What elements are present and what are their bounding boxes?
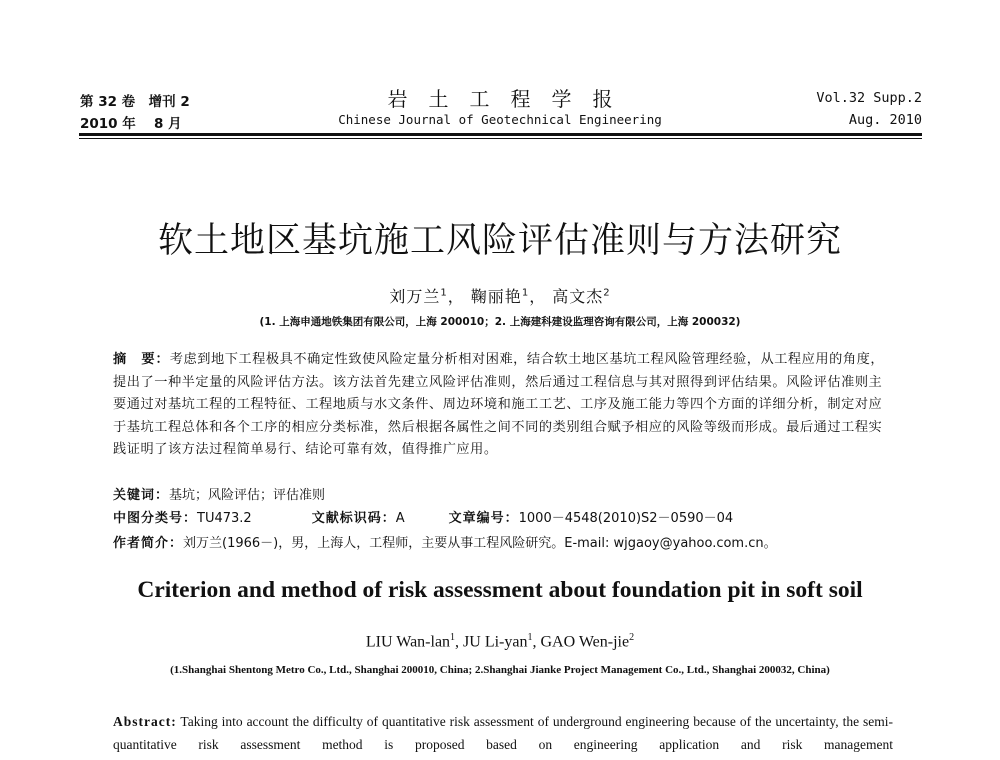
header-date-cn: 2010 年 8 月 bbox=[80, 116, 182, 132]
article-number-label: 文章编号： bbox=[448, 511, 519, 526]
author-affil-mark: 1 bbox=[527, 632, 533, 643]
author-affil-mark: 1 bbox=[521, 287, 530, 299]
header-rule-thin bbox=[79, 138, 922, 139]
keywords-label: 关键词： bbox=[113, 488, 170, 503]
clc-value: TU473.2 bbox=[197, 511, 252, 526]
abstract-text-en: Taking into account the difficulty of quantitative risk assessment of underground engineering because of the uncertainty, the semi-quantitative risk assessment method is proposed based on engineering application and risk management bbox=[113, 714, 893, 752]
paper-title-cn: 软土地区基坑施工风险评估准则与方法研究 bbox=[157, 221, 842, 261]
keywords-cn bbox=[113, 484, 325, 503]
doc-code-label: 文献标识码： bbox=[311, 511, 396, 526]
author-list-en: LIU Wan-lan$^1$, JU Li-yan$^1$, GAO Wen-jie$^2$ bbox=[365, 632, 635, 651]
abstract-cn bbox=[113, 349, 893, 462]
journal-name-cn: 岩土工程学报 bbox=[387, 87, 634, 111]
affiliations-en bbox=[0, 659, 1000, 681]
keywords-text: 基坑；风险评估；评估准则 bbox=[169, 488, 326, 503]
header-rule-thick bbox=[79, 133, 922, 136]
author-name-en: JU Li-yan bbox=[463, 633, 528, 651]
header-volume-cn: 第 32 卷 增刊 2 bbox=[80, 94, 190, 110]
author-name-en: GAO Wen-jie bbox=[540, 633, 630, 651]
abstract-label-en: Abstract: bbox=[113, 714, 177, 729]
abstract-en bbox=[113, 710, 893, 756]
author-affil-mark: 2 bbox=[629, 632, 635, 643]
classification-line bbox=[113, 507, 733, 526]
author-list-cn: 刘万兰$^1$， 鞠丽艳$^1$， 高文杰$^2$ bbox=[389, 287, 611, 306]
journal-name-en: Chinese Journal of Geotechnical Engineering bbox=[338, 112, 662, 127]
paper-title-en: Criterion and method of risk assessment about foundation pit in soft soil bbox=[137, 577, 863, 603]
header-date-en: Aug. 2010 bbox=[848, 112, 922, 128]
affiliations-en-text: (1.Shanghai Shentong Metro Co., Ltd., Shanghai 200010, China; 2.Shanghai Jianke Project Management Co., Ltd., Shanghai 200032, China) bbox=[170, 664, 830, 676]
author-bio-label: 作者简介： bbox=[113, 536, 184, 551]
article-number-value: 1000－4548(2010)S2－0590－04 bbox=[518, 511, 734, 526]
author-name-cn: 鞠丽艳 bbox=[470, 287, 522, 306]
affiliations-cn: (1. 上海申通地铁集团有限公司，上海 200010；2. 上海建科建设监理咨询有限公司，上海 200032) bbox=[259, 316, 741, 328]
author-affil-mark: 1 bbox=[440, 287, 448, 299]
doc-code-value: A bbox=[395, 511, 405, 526]
author-affil-mark: 1 bbox=[450, 632, 456, 643]
author-name-cn: 刘万兰 bbox=[389, 287, 441, 306]
clc-label: 中图分类号： bbox=[113, 511, 198, 526]
header-volume-en: Vol.32 Supp.2 bbox=[816, 90, 922, 106]
abstract-text-cn: 考虑到地下工程极具不确定性致使风险定量分析相对困难，结合软土地区基坑工程风险管理经验，从工程应用的角度，提出了一种半定量的风险评估方法。该方法首先建立风险评估准则，然后通过工程信息与其对照得到评估结果。风险评估准则主要通过对基坑工程的工程特征、工程地质与水文条件、周边环境和施工工艺、工序及施工能力等四个方面的详细分析，制定对应于基坑工程总体和各个工序的相应分类标准，然后根据各属性之间不同的类别组合赋予相应的风险等级而形成。最后通过工程实践证明了该方法过程简单易行、结论可靠有效，值得推广应用。 bbox=[113, 352, 885, 457]
author-name-cn: 高文杰 bbox=[552, 287, 604, 306]
author-name-en: LIU Wan-lan bbox=[365, 633, 451, 651]
author-affil-mark: 2 bbox=[603, 287, 611, 299]
abstract-label-cn: 摘 要： bbox=[113, 352, 170, 367]
author-bio-text: 刘万兰(1966－)，男，上海人，工程师，主要从事工程风险研究。E-mail: wjgaoy@yahoo.com.cn。 bbox=[183, 536, 777, 551]
author-bio bbox=[113, 532, 777, 551]
